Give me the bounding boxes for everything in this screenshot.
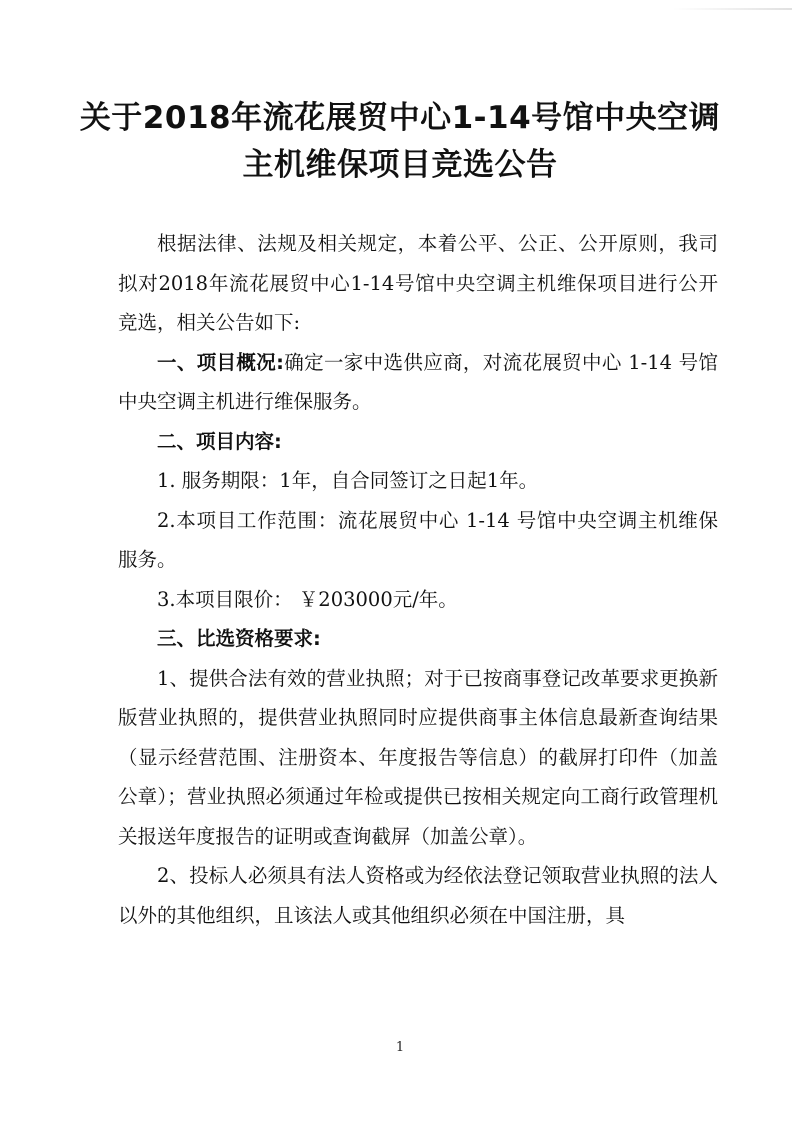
section-3-paragraph xyxy=(118,619,718,659)
section-2-item: 2.本项目工作范围：流花展贸中心 1-14 号馆中央空调主机维保服务。 xyxy=(118,508,718,571)
intro-paragraph: 根据法律、法规及相关规定，本着公平、公正、公开原则，我司拟对2018年流花展贸中心1-14号馆中央空调主机维保项目进行公开竞选，相关公告如下: xyxy=(118,232,718,334)
page-number: 1 xyxy=(395,1040,405,1055)
section-1-paragraph xyxy=(118,343,718,422)
section-3-heading: 三、比选资格要求: xyxy=(157,627,321,650)
section-2-paragraph xyxy=(118,422,718,462)
scan-edge-mark xyxy=(672,8,792,10)
section-2-item: 3.本项目限价： ￥203000元/年。 xyxy=(157,587,458,611)
section-2-heading: 二、项目内容: xyxy=(157,429,282,453)
document-title-line-1: 关于2018年流花展贸中心1-14号馆中央空调 xyxy=(79,100,721,136)
section-1-text: 确定一家中选供应商，对流花展贸中心 1-14 号馆中央空调主机进行维保服务。 xyxy=(118,350,718,413)
section-3-item: 2、投标人必须具有法人资格或为经依法登记领取营业执照的法人以外的其他组织，且该法人或其他组织必须在中国注册，具 xyxy=(118,864,718,927)
section-3-item: 1、提供合法有效的营业执照；对于已按商事登记改革要求更换新版营业执照的，提供营业执照同时应提供商事主体信息最新查询结果（显示经营范围、注册资本、年度报告等信息）的截屏打印件（加盖公章）；营业执照必须通过年检或提供已按相关规定向工商行政管理机关报送年度报告的证明或查询截屏（加盖公章）。 xyxy=(118,666,718,848)
document-body xyxy=(118,224,718,935)
section-1-heading: 一、项目概况: xyxy=(157,350,284,374)
document-title-line-2: 主机维保项目竞选公告 xyxy=(242,147,558,183)
section-2-item: 1. 服务期限：1年，自合同签订之日起1年。 xyxy=(157,469,539,492)
